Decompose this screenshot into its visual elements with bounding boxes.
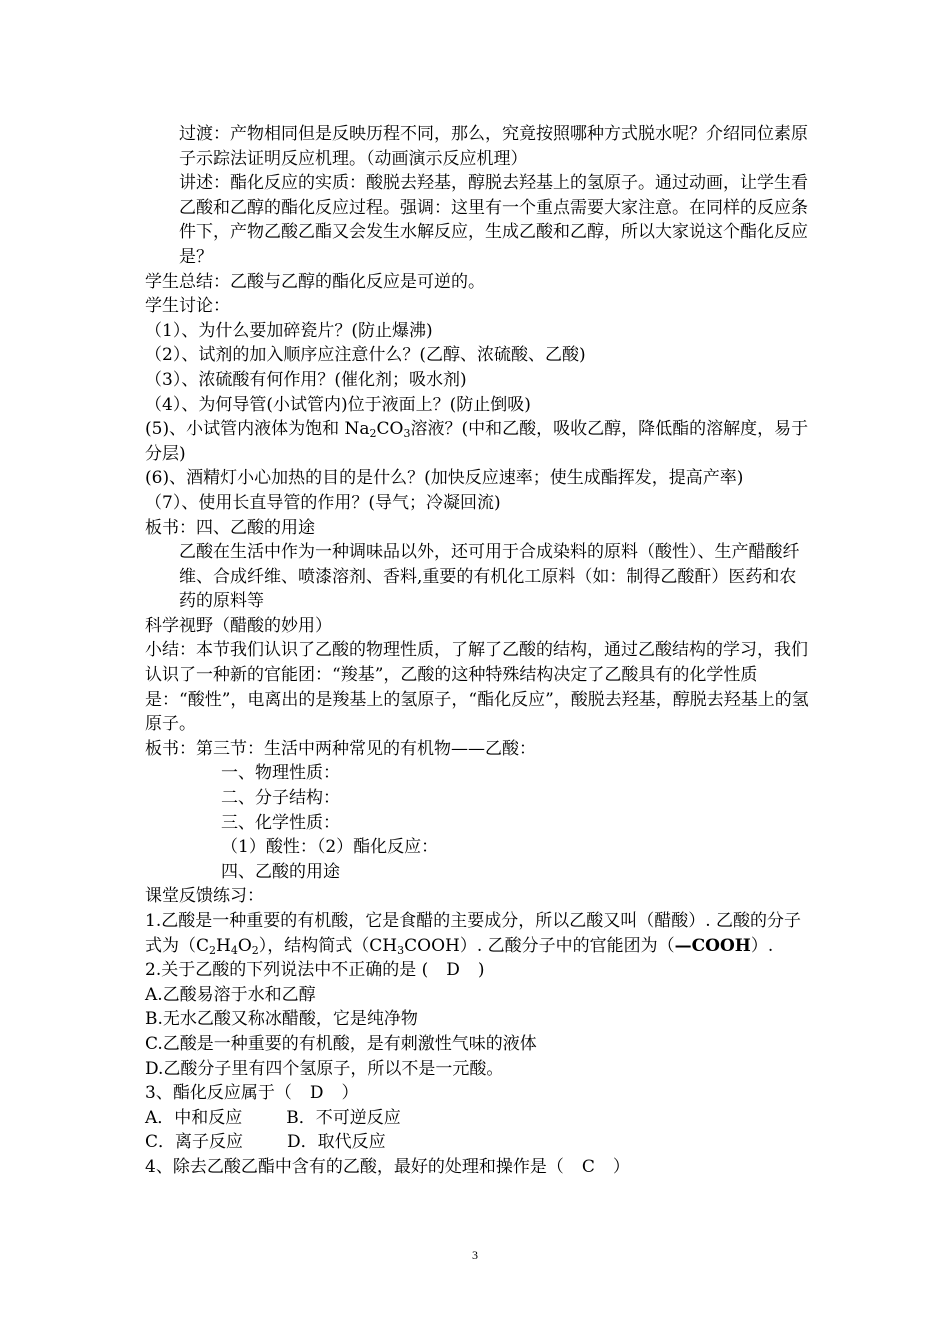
outline-item-3-sub: （1）酸性：（2）酯化反应：	[221, 837, 439, 858]
board-heading-section: 板书：第三节：生活中两种常见的有机物——乙酸：	[145, 738, 536, 759]
exercise-1-text-d: ），结构简式（CH	[258, 935, 398, 956]
exercise-1-text-c: O	[237, 935, 252, 956]
exercise-1-text-a: 1.乙酸是一种重要的有机酸，它是食醋的主要成分，所以乙酸又叫（醋酸）. 乙酸的分子式为（C	[145, 911, 802, 956]
exercise-3-option-a: A．中和反应	[145, 1107, 243, 1128]
board-heading-uses: 板书：四、乙酸的用途	[145, 517, 315, 538]
discussion-item-7: （7）、使用长直导管的作用？(导气；冷凝回流)	[145, 492, 501, 513]
exercise-heading: 课堂反馈练习：	[145, 886, 264, 907]
exercise-4-stem-text: 4、除去乙酸乙酯中含有的乙酸，最好的处理和操作是（	[145, 1156, 564, 1177]
paragraph-uses: 乙酸在生活中作为一种调味品以外，还可用于合成染料的原料（酸性）、生产醋酸纤维、合成纤维、喷漆溶剂、香料,重要的有机化工原料（如：制得乙酸酐）医药和农药的原料等	[179, 542, 800, 612]
paragraph-lecture: 讲述：酯化反应的实质：酸脱去羟基，醇脱去羟基上的氢原子。通过动画，让学生看乙酸和乙醇的酯化反应过程。强调：这里有一个重点需要大家注意。在同样的反应条件下，产物乙酸乙酯又会发生水解反应，生成乙酸和乙醇，所以大家说这个酯化反应是？	[179, 173, 808, 267]
exercise-1-text-e: COOH）. 乙酸分子中的官能团为（	[404, 935, 675, 956]
exercise-2-stem	[145, 958, 810, 983]
outline-item-3: 三、化学性质：	[221, 812, 340, 833]
exercise-3-options-row-2	[145, 1130, 810, 1155]
exercise-2-option-c: C.乙酸是一种重要的有机酸，是有刺激性气味的液体	[145, 1033, 537, 1054]
discussion-item-2: （2）、试剂的加入顺序应注意什么？(乙醇、浓硫酸、乙酸)	[145, 345, 586, 366]
outline-item-2: 二、分子结构：	[221, 788, 340, 809]
exercise-2-option-b: B.无水乙酸又称冰醋酸，它是纯净物	[145, 1009, 418, 1030]
subscript: 2	[251, 943, 259, 957]
discussion-item-6: (6)、酒精灯小心加热的目的是什么？(加快反应速率；使生成酯挥发，提高产率)	[145, 468, 744, 489]
discussion-item-3: （3）、浓硫酸有何作用？(催化剂；吸水剂)	[145, 369, 467, 390]
exercise-2-stem-text: 2.关于乙酸的下列说法中不正确的是 (	[145, 960, 429, 981]
outline-item-1: 一、物理性质：	[221, 763, 340, 784]
discussion-item-1: （1）、为什么要加碎瓷片？(防止爆沸)	[145, 320, 433, 341]
exercise-3-stem-close: ）	[341, 1083, 359, 1104]
discussion-item-5-text-b: CO	[376, 419, 404, 440]
exercise-3-option-c: C．离子反应	[145, 1132, 244, 1153]
exercise-3-stem	[145, 1081, 810, 1106]
exercise-3-stem-text: 3、酯化反应属于（	[145, 1083, 292, 1104]
paragraph-student-summary: 学生总结：乙酸与乙醇的酯化反应是可逆的。	[145, 271, 485, 292]
discussion-item-5-text-c: 溶液？(中和乙酸，吸收乙醇，降低酯的溶解度，易于分层)	[145, 419, 809, 464]
exercise-1-functional-group: —COOH	[674, 935, 751, 956]
page-number: 3	[472, 1248, 478, 1262]
exercise-2-stem-close: )	[477, 960, 485, 981]
exercise-3-option-b: B．不可逆反应	[286, 1107, 401, 1128]
paragraph-student-discussion: 学生讨论：	[145, 296, 230, 317]
exercise-3-option-d: D．取代反应	[287, 1132, 386, 1153]
discussion-item-5	[145, 417, 810, 466]
exercise-1-text-b: H	[216, 935, 231, 956]
exercise-4-stem	[145, 1155, 810, 1180]
exercise-4-stem-close: ）	[612, 1156, 630, 1177]
document-body	[145, 122, 810, 1180]
exercise-2-option-d: D.乙酸分子里有四个氢原子，所以不是一元酸。	[145, 1058, 504, 1079]
subscript: 2	[369, 427, 377, 441]
discussion-item-4: （4）、为何导管(小试管内)位于液面上？(防止倒吸)	[145, 394, 531, 415]
subscript: 3	[397, 943, 405, 957]
exercise-1-text-g: ）.	[750, 935, 774, 956]
exercise-1	[145, 909, 810, 958]
exercise-2-option-a: A.乙酸易溶于水和乙醇	[145, 984, 316, 1005]
paragraph-conclusion: 小结：本节我们认识了乙酸的物理性质，了解了乙酸的结构，通过乙酸结构的学习，我们认识了一种新的官能团：“羧基”，乙酸的这种特殊结构决定了乙酸具有的化学性质是：“酸性”，电离出的是羧基上的氢原子，“酯化反应”，酸脱去羟基，醇脱去羟基上的氢原子。	[145, 640, 809, 735]
exercise-3-answer: D	[309, 1083, 324, 1104]
paragraph-transition: 过渡：产物相同但是反映历程不同，那么，究竟按照哪种方式脱水呢？介绍同位素原子示踪法证明反应机理。（动画演示反应机理）	[179, 124, 808, 169]
discussion-item-5-text-a: (5)、小试管内液体为饱和 Na	[145, 419, 370, 440]
exercise-4-answer: C	[581, 1156, 595, 1177]
subscript: 2	[209, 943, 217, 957]
subscript: 4	[230, 943, 238, 957]
subscript: 3	[403, 427, 411, 441]
paragraph-science-view: 科学视野（醋酸的妙用）	[145, 615, 332, 636]
exercise-3-options-row-1	[145, 1106, 810, 1131]
exercise-2-answer: D	[446, 960, 460, 981]
outline-item-4: 四、乙酸的用途	[221, 861, 340, 882]
